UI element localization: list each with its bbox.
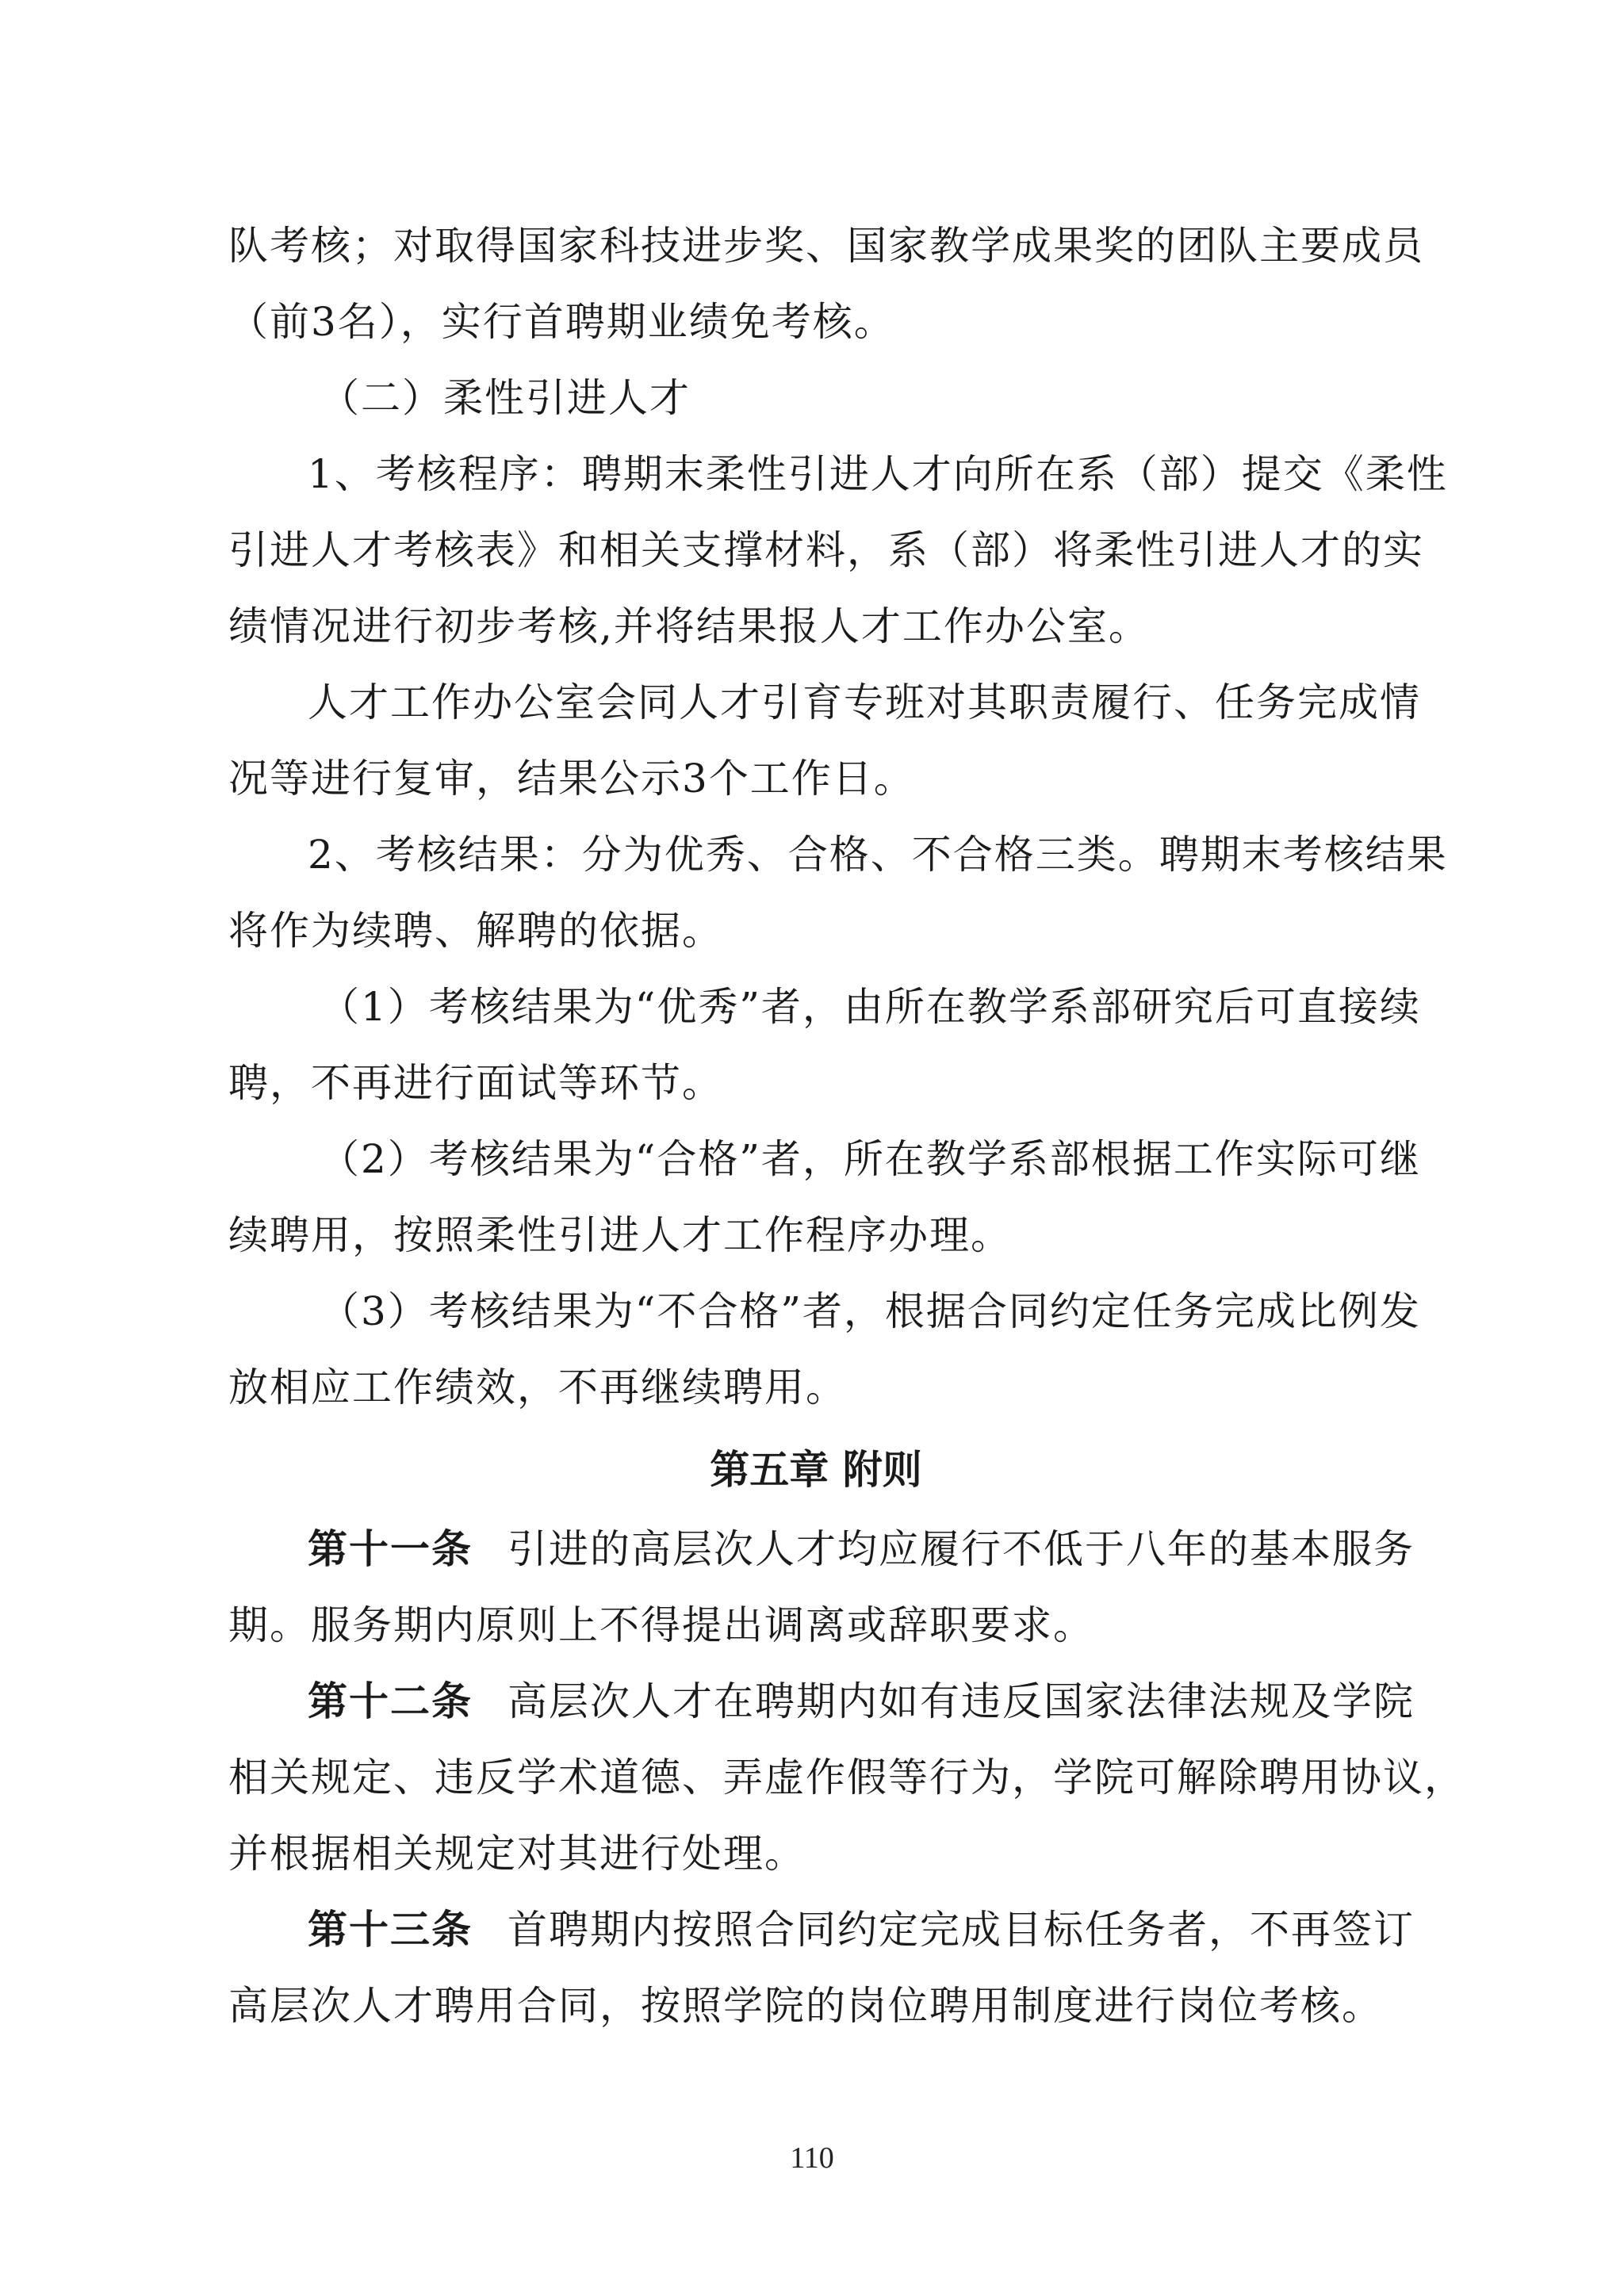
body-line: 队考核；对取得国家科技进步奖、国家教学成果奖的团队主要成员 [228,223,1424,269]
body-line: （2）考核结果为“合格”者，所在教学系部根据工作实际可继 [320,1136,1421,1182]
body-line: 期。服务期内原则上不得提出调离或辞职要求。 [228,1602,1094,1648]
body-line: 将作为续聘、解聘的依据。 [228,908,723,954]
page-number: 110 [790,2141,834,2175]
body-line: 续聘用，按照柔性引进人才工作程序办理。 [228,1212,1012,1258]
chapter-title: 第五章 附则 [710,1447,922,1493]
body-line: 况等进行复审，结果公示3个工作日。 [228,756,915,802]
article-first-line [228,1892,1415,1968]
article-label: 第十一条 [308,1526,473,1572]
article-text: 首聘期内按照合同约定完成目标任务者，不再签订 [508,1907,1415,1953]
article-text: 引进的高层次人才均应履行不低于八年的基本服务 [508,1526,1415,1572]
body-line: 放相应工作绩效，不再继续聘用。 [228,1364,847,1410]
body-line: 引进人才考核表》和相关支撑材料，系（部）将柔性引进人才的实 [228,527,1424,573]
body-line: （3）考核结果为“不合格”者，根据合同约定任务完成比例发 [320,1288,1421,1334]
document-body [228,208,1465,2044]
body-line: （前3名），实行首聘期业绩免考核。 [228,299,895,345]
article-first-line [228,1511,1415,1587]
article-label: 第十二条 [308,1678,473,1724]
section-heading: （二）柔性引进人才 [320,375,691,421]
body-line: 相关规定、违反学术道德、弄虚作假等行为，学院可解除聘用协议， [228,1755,1465,1800]
article-text: 高层次人才在聘期内如有违反国家法律法规及学院 [508,1678,1415,1724]
article-first-line [228,1663,1415,1739]
body-line: 高层次人才聘用合同，按照学院的岗位聘用制度进行岗位考核。 [228,1983,1383,2029]
body-line: 绩情况进行初步考核,并将结果报人才工作办公室。 [228,603,1150,649]
body-line: 2、考核结果：分为优秀、合格、不合格三类。聘期末考核结果 [308,832,1448,878]
body-line: 并根据相关规定对其进行处理。 [228,1831,806,1877]
body-line: （1）考核结果为“优秀”者，由所在教学系部研究后可直接续 [320,984,1421,1030]
body-line: 1、考核程序：聘期末柔性引进人才向所在系（部）提交《柔性 [308,451,1448,497]
body-line: 人才工作办公室会同人才引育专班对其职责履行、任务完成情 [308,679,1421,725]
body-line: 聘，不再进行面试等环节。 [228,1060,723,1106]
article-label: 第十三条 [308,1907,473,1953]
